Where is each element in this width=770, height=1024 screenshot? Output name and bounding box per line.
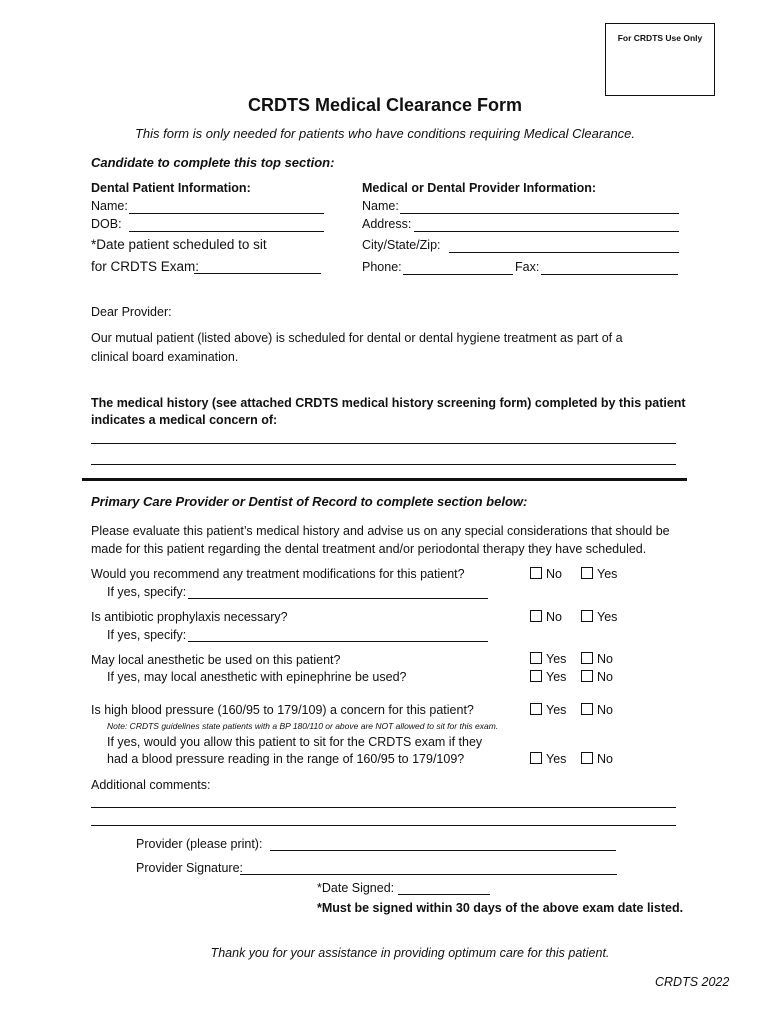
- q2-yes-option[interactable]: [581, 610, 617, 624]
- comments-field-1[interactable]: [91, 807, 676, 808]
- letter-body-line2: clinical board examination.: [91, 350, 239, 364]
- signature-field[interactable]: [240, 874, 617, 875]
- q4b-yes-checkbox[interactable]: [530, 752, 542, 764]
- q4b-no-label: No: [597, 752, 613, 766]
- must-sign-note: *Must be signed within 30 days of the above exam date listed.: [317, 901, 684, 915]
- patient-name-field[interactable]: [129, 213, 324, 214]
- q3b-no-option[interactable]: [581, 670, 613, 684]
- q4b-yes-label: Yes: [546, 752, 567, 766]
- q3-yes-checkbox[interactable]: [530, 652, 542, 664]
- provider-section-heading: Primary Care Provider or Dentist of Record to complete section below:: [91, 494, 528, 509]
- q2-no-label: No: [546, 610, 562, 624]
- q1-text: Would you recommend any treatment modifications for this patient?: [91, 567, 465, 581]
- q3-no-label: No: [597, 652, 613, 666]
- q1-no-option[interactable]: [530, 567, 562, 581]
- office-use-box: [605, 23, 715, 96]
- comments-label: Additional comments:: [91, 778, 211, 792]
- q4b-no-option[interactable]: [581, 752, 613, 766]
- concern-field-1[interactable]: [91, 443, 676, 444]
- signature-label: Provider Signature:: [136, 861, 244, 875]
- q2-yes-checkbox[interactable]: [581, 610, 593, 622]
- q4-no-label: No: [597, 703, 613, 717]
- form-subtitle: This form is only needed for patients who have conditions requiring Medical Clearance.: [134, 126, 636, 141]
- q4b-no-checkbox[interactable]: [581, 752, 593, 764]
- date-signed-label: *Date Signed:: [317, 881, 395, 895]
- exam-date-field[interactable]: [194, 273, 321, 274]
- q3b-yes-option[interactable]: [530, 670, 566, 684]
- exam-date-label-line1: *Date patient scheduled to sit: [91, 237, 267, 252]
- q2-text: Is antibiotic prophylaxis necessary?: [91, 610, 288, 624]
- q3-no-option[interactable]: [581, 652, 613, 666]
- provider-phone-label: Phone:: [362, 260, 402, 274]
- q4-text: Is high blood pressure (160/95 to 179/109) a concern for this patient?: [91, 703, 474, 717]
- section-divider: [82, 478, 687, 481]
- provider-city-label: City/State/Zip:: [362, 238, 441, 252]
- provider-fax-field[interactable]: [541, 274, 678, 275]
- q3b-yes-label: Yes: [546, 670, 567, 684]
- exam-date-label-line2: for CRDTS Exam:: [91, 259, 200, 274]
- q4b-text-line1: If yes, would you allow this patient to sit for the CRDTS exam if they: [107, 735, 483, 749]
- intro-line2: made for this patient regarding the dental treatment and/or periodontal therapy they have scheduled.: [91, 542, 647, 556]
- patient-dob-field[interactable]: [129, 231, 324, 232]
- office-use-label: For CRDTS Use Only: [617, 33, 703, 43]
- concern-line2: indicates a medical concern of:: [91, 413, 278, 427]
- q3-no-checkbox[interactable]: [581, 652, 593, 664]
- provider-address-label: Address:: [362, 217, 412, 231]
- q2-no-option[interactable]: [530, 610, 562, 624]
- q1-yes-label: Yes: [597, 567, 618, 581]
- provider-info-heading: Medical or Dental Provider Information:: [362, 181, 597, 195]
- q4b-yes-option[interactable]: [530, 752, 566, 766]
- q4-yes-option[interactable]: [530, 703, 566, 717]
- q4-no-checkbox[interactable]: [581, 703, 593, 715]
- q4b-text-line2: had a blood pressure reading in the range of 160/95 to 179/109?: [107, 752, 465, 766]
- thank-you-note: Thank you for your assistance in providing optimum care for this patient.: [210, 946, 610, 960]
- concern-line1: The medical history (see attached CRDTS medical history screening form) completed by this patient: [91, 396, 686, 410]
- q3b-yes-checkbox[interactable]: [530, 670, 542, 682]
- q2-specify-field[interactable]: [188, 641, 488, 642]
- q3b-no-checkbox[interactable]: [581, 670, 593, 682]
- provider-name-field[interactable]: [400, 213, 679, 214]
- q2-yes-label: Yes: [597, 610, 618, 624]
- q4-no-option[interactable]: [581, 703, 613, 717]
- patient-info-heading: Dental Patient Information:: [91, 181, 251, 195]
- candidate-heading: Candidate to complete this top section:: [91, 155, 335, 170]
- q3-yes-option[interactable]: [530, 652, 566, 666]
- provider-fax-label: Fax:: [515, 260, 540, 274]
- provider-address-field[interactable]: [414, 231, 679, 232]
- q3-text: May local anesthetic be used on this patient?: [91, 653, 341, 667]
- q3b-text: If yes, may local anesthetic with epinephrine be used?: [107, 670, 407, 684]
- patient-name-label: Name:: [91, 199, 128, 213]
- form-code: CRDTS 2022: [655, 975, 730, 989]
- provider-name-label: Name:: [362, 199, 399, 213]
- q1-yes-checkbox[interactable]: [581, 567, 593, 579]
- q4-yes-label: Yes: [546, 703, 567, 717]
- q1-specify-label: If yes, specify:: [107, 585, 187, 599]
- q4-note: Note: CRDTS guidelines state patients with a BP 180/110 or above are NOT allowed to sit for this exam.: [107, 721, 499, 731]
- date-signed-field[interactable]: [398, 894, 490, 895]
- q4-yes-checkbox[interactable]: [530, 703, 542, 715]
- letter-body-line1: Our mutual patient (listed above) is scheduled for dental or dental hygiene treatment as part of a: [91, 331, 623, 345]
- intro-line1: Please evaluate this patient’s medical history and advise us on any special considerations that should be: [91, 524, 670, 538]
- q1-no-label: No: [546, 567, 562, 581]
- salutation: Dear Provider:: [91, 305, 172, 319]
- patient-dob-label: DOB:: [91, 217, 122, 231]
- provider-phone-field[interactable]: [403, 274, 513, 275]
- provider-city-field[interactable]: [449, 252, 679, 253]
- q2-no-checkbox[interactable]: [530, 610, 542, 622]
- q1-yes-option[interactable]: [581, 567, 617, 581]
- concern-field-2[interactable]: [91, 464, 676, 465]
- form-title: CRDTS Medical Clearance Form: [247, 95, 523, 115]
- q1-no-checkbox[interactable]: [530, 567, 542, 579]
- comments-field-2[interactable]: [91, 825, 676, 826]
- print-name-field[interactable]: [270, 850, 616, 851]
- q3b-no-label: No: [597, 670, 613, 684]
- q1-specify-field[interactable]: [188, 598, 488, 599]
- q2-specify-label: If yes, specify:: [107, 628, 187, 642]
- q3-yes-label: Yes: [546, 652, 567, 666]
- print-name-label: Provider (please print):: [136, 837, 263, 851]
